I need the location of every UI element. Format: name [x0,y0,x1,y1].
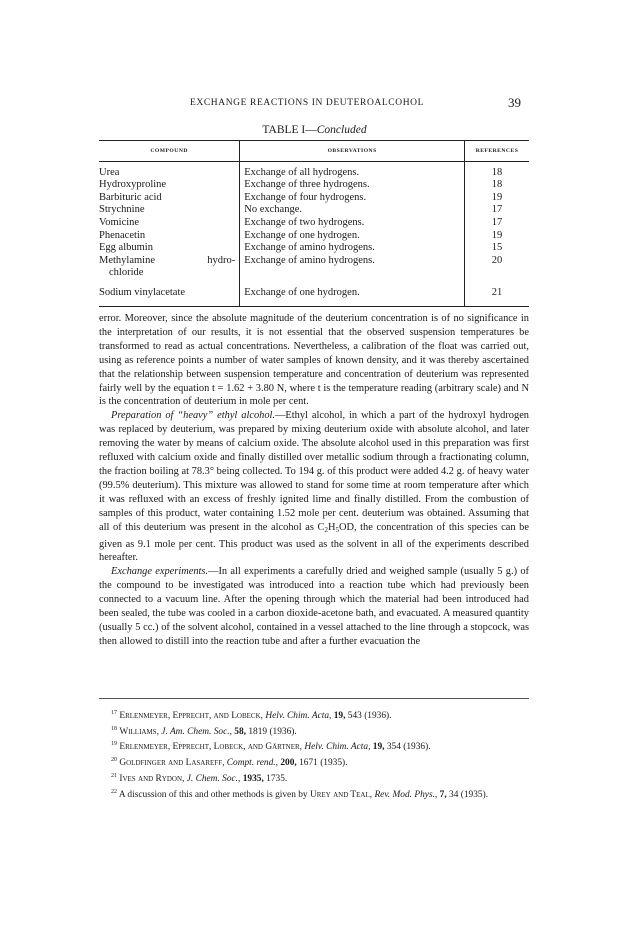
observation-cell: Exchange of two hydrogens. [240,217,465,230]
footnote-volume: 1935, [242,773,264,784]
table-row [99,192,529,205]
footnote-pages: 1735. [266,773,288,784]
paragraph-text: OD, the concentration of this species can be given as 9.1 mole per cent. This product was used as the solvent in all of the experiments described hereafter. [99,521,529,564]
column-header-compound: COMPOUND [99,141,240,162]
observation-cell: Exchange of one hydrogen. [240,230,465,243]
reference-cell: 18 [491,166,503,178]
table-row [99,204,529,217]
paragraph [99,565,529,648]
observation-cell: Exchange of one hydrogen. [240,280,465,306]
footnote-volume: 58, [234,726,246,737]
footnote-number: 19 [111,741,117,748]
footnote-number: 21 [111,772,117,779]
footnote-authors: Ives and Rydon, [119,773,185,784]
compound-cell: Egg albumin [99,242,153,254]
footnote-pages: 354 (1936). [386,742,431,753]
reference-cell: 20 [491,254,503,266]
footnote-lead: A discussion of this and other methods is given by [118,789,308,800]
footnote-volume: 19, [372,742,385,753]
subscript: 5 [335,525,339,534]
footnote-journal: Compt. rend., [226,758,278,769]
running-title: EXCHANGE REACTIONS IN DEUTEROALCOHOL [190,98,425,108]
footnote-journal: J. Am. Chem. Soc., [161,726,232,737]
paragraph-text: H [327,521,336,533]
footnote-journal: Helv. Chim. Acta, [304,742,371,753]
subscript: 2 [324,525,328,534]
running-header [0,95,629,112]
observation-cell: Exchange of amino hydrogens. [240,255,465,280]
compound-cell: Urea [99,166,120,178]
footnote-volume: 7, [439,789,447,800]
footnote-number: 20 [111,757,117,764]
compound-table [99,140,529,307]
compound-cell: Vomicine [99,216,140,228]
table-row [99,280,529,306]
reference-cell: 19 [491,229,503,241]
table-row [99,255,529,280]
reference-cell: 15 [491,242,503,254]
compound-part: Methylamine [99,254,155,266]
footnote-authors: Erlenmeyer, Epprecht, and Lobeck, [119,711,263,721]
footnote-pages: 34 (1935). [449,789,489,800]
observation-cell: Exchange of amino hydrogens. [240,242,465,255]
footnote-number: 18 [111,725,117,732]
compound-continuation: chloride [109,267,144,279]
table-row [99,179,529,192]
compound-cell: Sodium vinylacetate [99,280,240,306]
footnote [99,738,529,754]
page-number: 39 [508,95,521,110]
table-row [99,230,529,243]
table-row [99,161,529,179]
table-row [99,242,529,255]
column-header-observations: OBSERVATIONS [240,141,465,162]
reference-cell: 17 [491,204,503,216]
footnote-authors: Goldfinger and Lasareff, [119,758,225,769]
footnote-number: 22 [111,788,117,795]
paragraph: error. Moreover, since the absolute magnitude of the deuterium concentration is of no significance in the interpretation of our results, it is not essential that the observed suspension temperatures be transformed to read as actual concentrations. Nevertheless, a calibration of the float was carried out, using as reference points a number of water samples of known density, and it was thereby ascertained that the relationship between suspension temperature and concentration of deuterium was represented fairly well by the equation t = 1.62 + 3.80 N, where t is the temperature reading (arbitrary scale) and N is the concentration of deuterium in mole per cent. [99,313,529,408]
footnote [99,786,529,802]
compound-cell: Phenacetin [99,229,146,241]
table-header-row [99,141,529,162]
footnote-number: 17 [111,710,117,716]
footnote-divider [99,698,529,699]
paragraph-text: —In all experiments a carefully dried and weighed sample (usually 5 g.) of the compound to be investigated was introduced into a reaction tube which had previously been connected to a vacuum line. After the opening through which the material had been introduced had been sealed, the tube was cooled in a carbon dioxide-acetone bath, and evacuated. A measured quantity (usually 5 cc.) of the solvent alcohol, contained in a vessel attached to the line through a stopcock, was then allowed to distill into the reaction tube and after a further evacuation the [99,566,529,647]
paragraph [99,409,529,565]
compound-cell [99,255,240,280]
table-row [99,217,529,230]
table-title-italic: Concluded [316,124,367,136]
compound-cell: Hydroxyproline [99,179,167,191]
footnote-authors: Urey and Teal, [309,789,373,800]
footnote [99,707,529,723]
compound-part: hydro- [207,254,236,266]
reference-cell: 18 [491,179,503,191]
footnote-journal: Helv. Chim. Acta, [265,711,332,721]
reference-cell: 19 [491,191,503,203]
footnote-pages: 1819 (1936). [248,726,297,737]
paragraph-text: —Ethyl alcohol, in which a part of the hydroxyl hydrogen was replaced by deuterium, was prepared by mixing deuterium oxide with absolute alcohol, and later removing the water by means of calcium oxide. The absolute alcohol used in this preparation was first refluxed with calcium oxide and finally distilled over metallic sodium through a fractionating column, the fraction boiling at 78.3° being collected. To 194 g. of this product were added 4.2 g. of heavy water (99.5% deuterium). This mixture was allowed to stand for some time at room temperature after which it was refluxed with an excess of freshly ignited lime and finally distilled. From the combustion of samples of this product, water containing 1.52 mole per cent. deuterium was obtained. Assuming that all of this deuterium was present in the alcohol as C [99,410,529,533]
footnote-authors: Williams, [119,726,159,737]
footnote-pages: 1671 (1935). [299,758,348,769]
observation-cell: Exchange of three hydrogens. [240,179,465,192]
column-header-references: REFERENCES [465,141,529,162]
reference-cell: 21 [465,280,529,306]
table-title-roman: TABLE I— [262,124,317,136]
footnote-journal: J. Chem. Soc., [186,773,241,784]
reference-cell: 17 [491,216,503,228]
compound-cell: Barbituric acid [99,191,162,203]
table-title [0,124,629,136]
footnote [99,770,529,786]
footnote-authors: Erlenmeyer, Epprecht, Lobeck, and Gärtner, [119,742,303,753]
footnote [99,723,529,739]
footnote [99,754,529,770]
observation-cell: Exchange of all hydrogens. [240,161,465,179]
footnote-volume: 200, [280,758,297,769]
compound-cell: Strychnine [99,204,145,216]
body-text [99,312,529,649]
compound-line [99,255,235,268]
footnote-volume: 19, [333,711,346,721]
observation-cell: No exchange. [240,204,465,217]
observation-cell: Exchange of four hydrogens. [240,192,465,205]
section-heading: Preparation of “heavy” ethyl alcohol. [111,410,276,422]
footnotes [99,707,529,801]
footnote-journal: Rev. Mod. Phys., [374,789,438,800]
section-heading: Exchange experiments. [111,566,209,578]
footnote-pages: 543 (1936). [347,711,392,721]
